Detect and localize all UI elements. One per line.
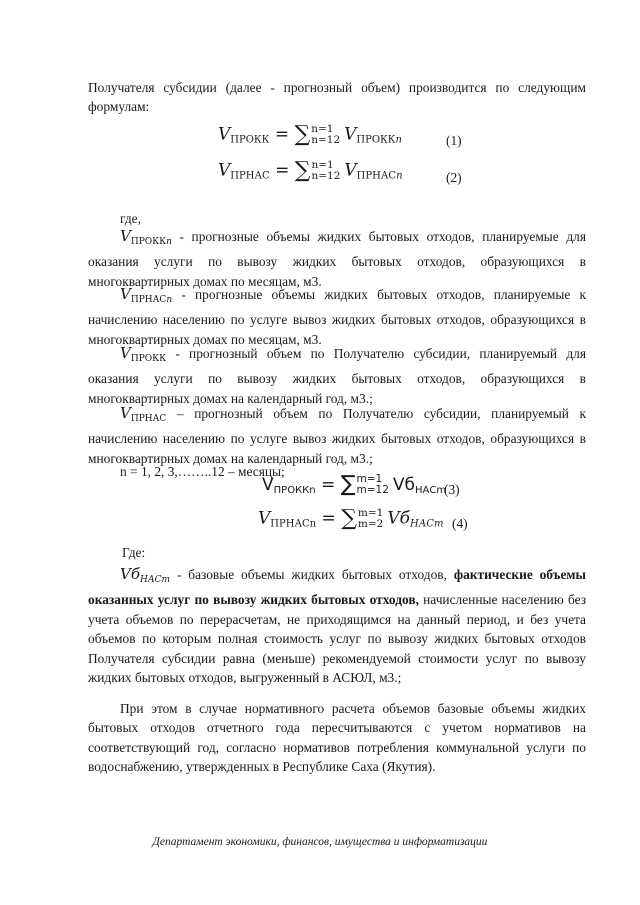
formula-1-eq: = [274,124,290,145]
vb-definition-symbol: $Vб_{НАСm}$ [120,565,171,585]
formula-2-upper: n=1 [311,159,334,171]
formula-2 [218,160,403,182]
definition-4 [88,404,586,468]
vb-definition [88,565,586,687]
formula-4-rhs-sub: НАСm [410,518,444,530]
formula-3-eq: = [321,475,336,495]
formula-2-rhs-sub: ПРНАС [356,170,397,182]
formula-4-rhs: Vб [387,508,410,529]
formula-1-upper: n=1 [311,123,334,135]
formula-1-rhs-idx: n [395,134,402,146]
definition-1 [88,227,586,291]
formula-2-number: (2) [446,170,462,185]
formula-4-sigma: ∑ [341,506,357,531]
vb-definition-text-a: - базовые объемы жидких бытовых отходов, [170,567,454,582]
formula-2-sigma: ∑ [294,158,311,183]
formula-1-lhs-sub: ПРОКК [230,134,270,146]
page-footer: Департамент экономики, финансов, имущества и информатизации [152,836,488,848]
formula-4-upper: m=1 [357,507,384,519]
formula-1-sigma: ∑ [294,122,311,147]
definition-4-text: – прогнозный объем по Получателю субсидии, планируемый к начислению населению по услуге вывоз жидких бытовых отходов, образующихся в многоквартирных домах на календарный год, м3.; [88,406,586,466]
intro-paragraph: Получателя субсидии (далее - прогнозный объем) производится по следующим формулам: [88,80,586,115]
months-line: n = 1, 2, 3,……..12 – месяцы; [120,464,285,479]
where-label: где, [120,211,141,226]
where2-label: Где: [122,545,146,560]
definition-1-symbol: $V_{ПРОККn}$ [120,227,172,247]
formula-3-rhs-sub: НАСm [415,485,447,496]
formula-3-number: (3) [444,482,460,497]
formula-2-lhs: V [218,160,231,181]
formula-4-number: (4) [452,516,468,531]
definition-2-symbol: $V_{ПРНАСn}$ [120,285,173,305]
formula-1 [218,124,402,146]
formula-4 [258,508,443,530]
formula-3-lhs: V [262,475,274,495]
formula-1-lhs: V [218,124,231,145]
definition-3 [88,344,586,408]
formula-3-lower: m=12 [356,484,389,496]
formula-3-upper: m=1 [356,473,383,485]
formula-4-eq: = [321,508,336,529]
definition-1-text: - прогнозные объемы жидких бытовых отходов, планируемые для оказания услуги по вывозу жидких бытовых отходов, образующихся в многоквартирных домах по месяцам, м3. [88,229,586,289]
definition-2 [88,285,586,349]
formula-2-eq: = [275,160,290,181]
vb-definition-bold: фактические объемы оказанных услуг по вывозу жидких бытовых отходов, [88,567,586,608]
formula-2-lower: n=12 [311,170,341,182]
formula-4-lhs-sub: ПРНАСn [270,518,317,530]
definition-4-symbol: $V_{ПРНАС}$ [120,404,167,424]
vb-definition-text-b: начисленные населению без учета объемов по перерасчетам, не приходящимся на данный период, и без учета объемов по которым полная стоимость услуг по вывозу жидких бытовых отходов Получателя субсидии равна (меньше) рекомендуемой стоимости услуг по вывозу жидких бытовых отходов, выгруженный в АСЮЛ, м3.; [88,592,586,686]
definition-2-text: - прогнозные объемы жидких бытовых отходов, планируемые к начислению населению по услуге вывоз жидких бытовых отходов, образующихся в многоквартирных домах по месяцам, м3. [88,287,586,347]
formula-4-lhs: V [258,508,271,529]
formula-3-rhs: Vб [392,475,416,495]
definition-3-symbol: $V_{ПРОКК}$ [120,344,167,364]
final-paragraph: При этом в случае нормативного расчета объемов базовые объемы жидких бытовых отходов отчетного года пересчитываются с учетом нормативов на соответствующий год, согласно нормативов потребления коммунальной услуги по водоснабжению, утвержденных в Республике Саха (Якутия). [88,701,586,775]
formula-3-sigma: ∑ [340,472,356,497]
formula-2-rhs-idx: n [396,170,403,182]
definition-3-text: - прогнозный объем по Получателю субсидии, планируемый для оказания услуги по вывозу жидких бытовых отходов, образующихся в многоквартирных домах на календарный год, м3.; [88,346,586,406]
formula-3-lhs-sub: ПРОККn [273,485,316,496]
formula-1-rhs-sub: ПРОКК [356,134,396,146]
formula-4-lower: m=2 [357,518,384,530]
formula-3 [262,474,446,496]
formula-1-lower: n=12 [311,134,341,146]
formula-1-number: (1) [446,133,462,148]
formula-1-rhs: V [344,124,357,145]
formula-2-lhs-sub: ПРНАС [230,170,270,182]
formula-2-rhs: V [344,160,357,181]
